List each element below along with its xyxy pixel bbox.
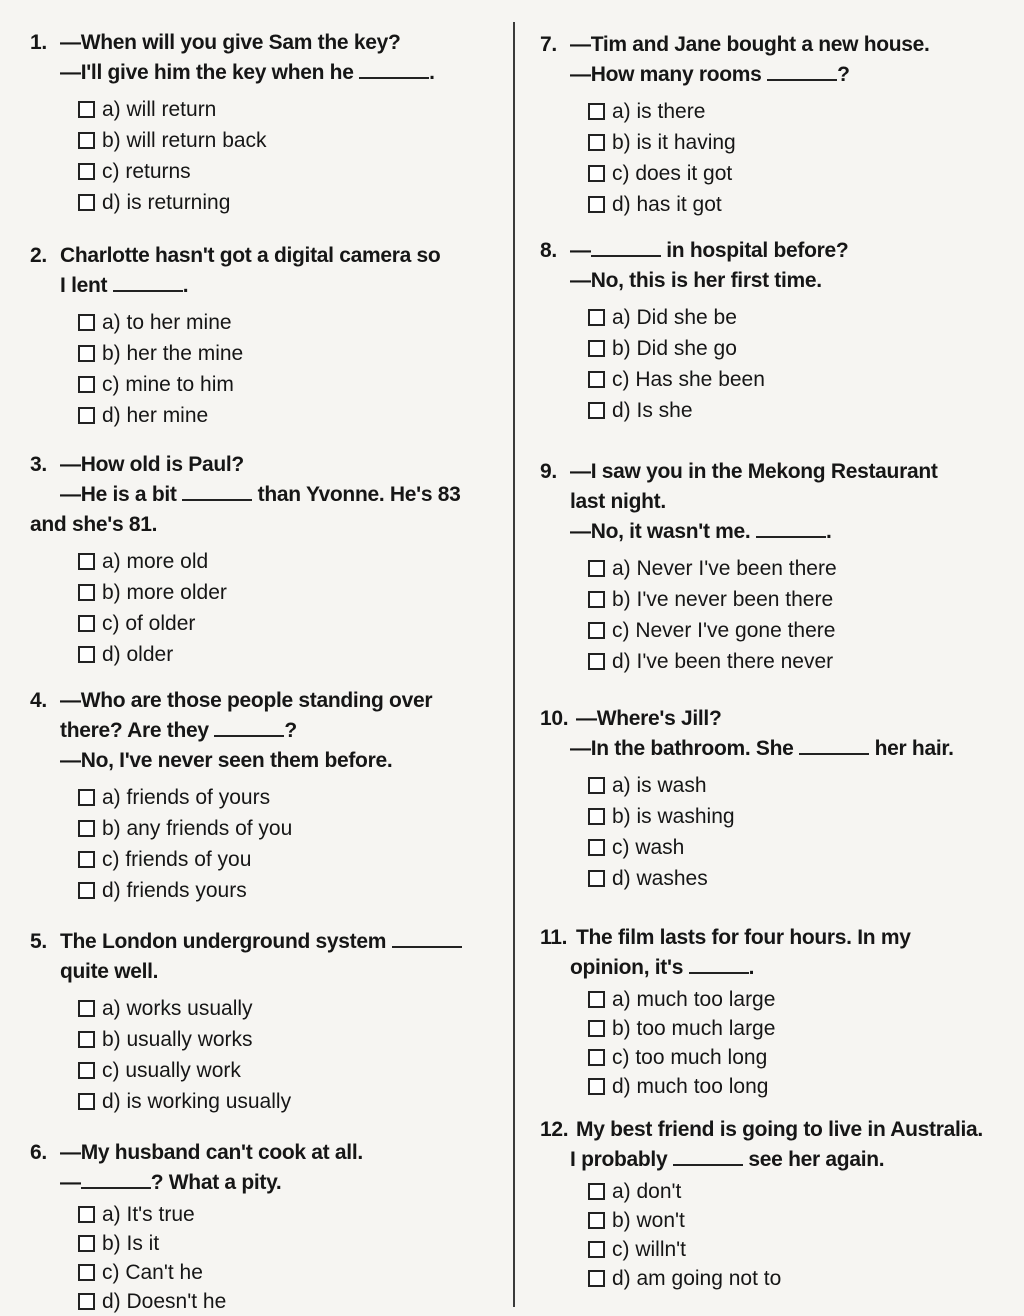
question-text: —He is a bit	[60, 483, 183, 506]
checkbox[interactable]	[78, 851, 95, 868]
option-label: c) willn't	[612, 1238, 687, 1261]
question-text: ? What a pity.	[150, 1171, 282, 1194]
checkbox[interactable]	[78, 584, 95, 601]
option-label: b) Did she go	[612, 337, 737, 360]
question-text: The film lasts for four hours. In my	[576, 926, 911, 949]
option-label: c) returns	[102, 160, 191, 183]
question-text: in hospital before?	[660, 239, 849, 262]
question-text: than Yvonne. He's 83	[252, 483, 461, 506]
option-label: b) too much large	[612, 1017, 776, 1040]
option-label: a) It's true	[102, 1203, 195, 1226]
option-label: c) Never I've gone there	[612, 619, 836, 642]
option-b[interactable]	[588, 127, 1015, 158]
option-d[interactable]	[78, 1287, 510, 1316]
question-6	[30, 1138, 510, 1316]
option-d[interactable]	[78, 400, 510, 431]
question-number: 2.	[30, 244, 47, 267]
options-list	[540, 985, 1015, 1101]
question-number: 12.	[540, 1118, 569, 1141]
option-d[interactable]	[588, 863, 1015, 894]
question-text: —Where's Jill?	[576, 707, 722, 730]
option-d[interactable]	[588, 1072, 1015, 1101]
options-list	[30, 307, 510, 431]
option-c[interactable]	[588, 1235, 1015, 1264]
checkbox[interactable]	[588, 1270, 605, 1287]
question-number: 6.	[30, 1141, 47, 1164]
option-d[interactable]	[588, 395, 1015, 426]
option-label: d) her mine	[102, 404, 209, 427]
option-label: a) friends of yours	[102, 786, 271, 809]
option-label: a) is wash	[612, 774, 707, 797]
question-text: her hair.	[869, 737, 954, 760]
option-label: c) wash	[612, 836, 685, 859]
option-b[interactable]	[588, 801, 1015, 832]
options-list	[540, 302, 1015, 426]
option-c[interactable]	[78, 369, 510, 400]
option-label: a) to her mine	[102, 311, 232, 334]
option-b[interactable]	[78, 338, 510, 369]
question-text: ?	[837, 63, 850, 86]
option-label: a) Never I've been there	[612, 557, 837, 580]
option-a[interactable]	[78, 782, 510, 813]
option-a[interactable]	[588, 1177, 1015, 1206]
question-number: 7.	[540, 33, 557, 56]
checkbox[interactable]	[78, 646, 95, 663]
option-c[interactable]	[588, 158, 1015, 189]
option-label: d) Is she	[612, 399, 693, 422]
option-b[interactable]	[588, 1014, 1015, 1043]
checkbox[interactable]	[78, 101, 95, 118]
question-3	[30, 450, 510, 670]
options-list	[30, 993, 510, 1117]
answer-blank[interactable]	[767, 61, 837, 81]
option-label: c) mine to him	[102, 373, 234, 396]
option-label: b) won't	[612, 1209, 685, 1232]
options-list	[540, 553, 1015, 677]
options-list	[30, 782, 510, 906]
answer-blank[interactable]	[182, 481, 252, 501]
question-text: —No, I've never seen them before.	[60, 749, 393, 772]
option-a[interactable]	[78, 94, 510, 125]
question-1	[30, 28, 510, 218]
question-text: —No, this is her first time.	[570, 269, 822, 292]
question-number: 1.	[30, 31, 47, 54]
question-text: —I'll give him the key when he	[60, 61, 360, 84]
checkbox[interactable]	[78, 789, 95, 806]
checkbox[interactable]	[78, 553, 95, 570]
option-label: b) I've never been there	[612, 588, 834, 611]
answer-blank[interactable]	[673, 1146, 743, 1166]
option-b[interactable]	[78, 813, 510, 844]
option-label: d) much too long	[612, 1075, 769, 1098]
answer-blank[interactable]	[591, 237, 661, 257]
option-label: c) friends of you	[102, 848, 252, 871]
question-12	[540, 1115, 1015, 1293]
question-number: 9.	[540, 460, 557, 483]
question-number: 10.	[540, 707, 569, 730]
question-text: .	[182, 274, 189, 297]
checkbox[interactable]	[588, 1212, 605, 1229]
option-label: d) I've been there never	[612, 650, 834, 673]
option-c[interactable]	[78, 1258, 510, 1287]
question-text: opinion, it's	[570, 956, 689, 979]
option-label: a) Did she be	[612, 306, 737, 329]
question-11	[540, 923, 1015, 1101]
checkbox[interactable]	[588, 165, 605, 182]
option-c[interactable]	[588, 615, 1015, 646]
option-label: b) will return back	[102, 129, 267, 152]
question-text: I probably	[570, 1148, 673, 1171]
checkbox[interactable]	[78, 1206, 95, 1223]
question-text: I lent	[60, 274, 113, 297]
option-b[interactable]	[78, 1229, 510, 1258]
question-text: Charlotte hasn't got a digital camera so	[60, 244, 441, 267]
checkbox[interactable]	[78, 1293, 95, 1310]
option-c[interactable]	[78, 608, 510, 639]
option-label: d) older	[102, 643, 174, 666]
checkbox[interactable]	[588, 622, 605, 639]
option-d[interactable]	[588, 1264, 1015, 1293]
option-label: a) more old	[102, 550, 209, 573]
answer-blank[interactable]	[113, 272, 183, 292]
option-label: a) works usually	[102, 997, 253, 1020]
question-number: 8.	[540, 239, 557, 262]
option-d[interactable]	[588, 646, 1015, 677]
option-label: d) is working usually	[102, 1090, 292, 1113]
option-label: d) washes	[612, 867, 708, 890]
option-label: d) has it got	[612, 193, 722, 216]
answer-blank[interactable]	[392, 928, 462, 948]
option-b[interactable]	[78, 577, 510, 608]
option-a[interactable]	[588, 770, 1015, 801]
answer-blank[interactable]	[756, 518, 826, 538]
option-a[interactable]	[78, 1200, 510, 1229]
option-label: b) her the mine	[102, 342, 244, 365]
checkbox[interactable]	[588, 196, 605, 213]
question-text: —I saw you in the Mekong Restaurant	[570, 460, 938, 483]
option-b[interactable]	[588, 333, 1015, 364]
checkbox[interactable]	[78, 194, 95, 211]
question-8	[540, 236, 1015, 426]
option-label: b) more older	[102, 581, 227, 604]
option-label: b) usually works	[102, 1028, 253, 1051]
checkbox[interactable]	[78, 882, 95, 899]
option-a[interactable]	[78, 307, 510, 338]
question-number: 3.	[30, 453, 47, 476]
option-label: d) Doesn't he	[102, 1290, 227, 1313]
checkbox[interactable]	[588, 1183, 605, 1200]
option-label: c) Can't he	[102, 1261, 203, 1284]
checkbox[interactable]	[588, 103, 605, 120]
question-text: .	[429, 61, 435, 84]
option-d[interactable]	[588, 189, 1015, 220]
question-text: —My husband can't cook at all.	[60, 1141, 363, 1164]
question-text: and she's 81.	[30, 513, 158, 536]
option-label: c) too much long	[612, 1046, 768, 1069]
options-list	[540, 770, 1015, 894]
question-text: .	[748, 956, 755, 979]
question-10	[540, 704, 1015, 894]
checkbox[interactable]	[588, 808, 605, 825]
option-label: a) is there	[612, 100, 706, 123]
option-label: d) friends yours	[102, 879, 247, 902]
question-text: last night.	[570, 490, 666, 513]
option-d[interactable]	[78, 1086, 510, 1117]
options-list	[540, 96, 1015, 220]
question-text: —How old is Paul?	[60, 453, 244, 476]
question-text: —When will you give Sam the key?	[60, 31, 401, 54]
question-number: 4.	[30, 689, 47, 712]
answer-blank[interactable]	[689, 954, 749, 974]
option-label: d) is returning	[102, 191, 231, 214]
checkbox[interactable]	[588, 1049, 605, 1066]
question-9	[540, 457, 1015, 677]
checkbox[interactable]	[588, 591, 605, 608]
question-text: My best friend is going to live in Australia.	[576, 1118, 983, 1141]
options-list	[30, 94, 510, 218]
option-c[interactable]	[588, 1043, 1015, 1072]
option-label: b) is it having	[612, 131, 736, 154]
option-c[interactable]	[588, 364, 1015, 395]
checkbox[interactable]	[78, 345, 95, 362]
checkbox[interactable]	[588, 560, 605, 577]
option-a[interactable]	[588, 553, 1015, 584]
checkbox[interactable]	[78, 407, 95, 424]
checkbox[interactable]	[588, 777, 605, 794]
question-text: —	[60, 1171, 81, 1194]
question-7	[540, 30, 1015, 220]
checkbox[interactable]	[588, 653, 605, 670]
option-d[interactable]	[78, 187, 510, 218]
checkbox[interactable]	[588, 309, 605, 326]
option-label: b) is washing	[612, 805, 735, 828]
options-list	[30, 1200, 510, 1316]
checkbox[interactable]	[588, 402, 605, 419]
option-a[interactable]	[588, 96, 1015, 127]
question-text: see her again.	[742, 1148, 885, 1171]
option-a[interactable]	[588, 985, 1015, 1014]
question-text: there? Are they	[60, 719, 215, 742]
question-text: —Tim and Jane bought a new house.	[570, 33, 930, 56]
question-text: —In the bathroom. She	[570, 737, 800, 760]
option-a[interactable]	[588, 302, 1015, 333]
option-c[interactable]	[78, 1055, 510, 1086]
checkbox[interactable]	[588, 340, 605, 357]
question-5	[30, 927, 510, 1117]
option-label: c) of older	[102, 612, 196, 635]
checkbox[interactable]	[588, 1241, 605, 1258]
option-b[interactable]	[78, 1024, 510, 1055]
question-text: —No, it wasn't me.	[570, 520, 756, 543]
question-4	[30, 686, 510, 906]
option-b[interactable]	[78, 125, 510, 156]
checkbox[interactable]	[78, 1062, 95, 1079]
option-label: a) don't	[612, 1180, 682, 1203]
option-label: c) Has she been	[612, 368, 765, 391]
option-a[interactable]	[78, 546, 510, 577]
option-c[interactable]	[78, 156, 510, 187]
answer-blank[interactable]	[214, 717, 284, 737]
option-c[interactable]	[588, 832, 1015, 863]
question-text: —	[570, 239, 591, 262]
column-divider	[513, 22, 515, 1307]
checkbox[interactable]	[78, 376, 95, 393]
option-a[interactable]	[78, 993, 510, 1024]
option-d[interactable]	[78, 875, 510, 906]
checkbox[interactable]	[588, 134, 605, 151]
option-label: a) will return	[102, 98, 217, 121]
answer-blank[interactable]	[81, 1169, 151, 1189]
options-list	[30, 546, 510, 670]
option-label: b) Is it	[102, 1232, 160, 1255]
checkbox[interactable]	[78, 1031, 95, 1048]
checkbox[interactable]	[78, 163, 95, 180]
question-text: —Who are those people standing over	[60, 689, 433, 712]
checkbox[interactable]	[588, 839, 605, 856]
checkbox[interactable]	[78, 1093, 95, 1110]
checkbox[interactable]	[588, 1020, 605, 1037]
question-number: 5.	[30, 930, 47, 953]
checkbox[interactable]	[78, 1264, 95, 1281]
question-text: ?	[284, 719, 297, 742]
question-text: —How many rooms	[570, 63, 768, 86]
question-text: quite well.	[60, 960, 159, 983]
option-b[interactable]	[588, 1206, 1015, 1235]
checkbox[interactable]	[78, 820, 95, 837]
checkbox[interactable]	[78, 314, 95, 331]
checkbox[interactable]	[588, 1078, 605, 1095]
checkbox[interactable]	[78, 1000, 95, 1017]
checkbox[interactable]	[78, 132, 95, 149]
question-number: 11.	[540, 926, 568, 949]
option-label: b) any friends of you	[102, 817, 293, 840]
option-d[interactable]	[78, 639, 510, 670]
question-text: The London underground system	[60, 930, 392, 953]
checkbox[interactable]	[78, 615, 95, 632]
answer-blank[interactable]	[359, 59, 429, 79]
question-text: .	[826, 520, 832, 543]
option-c[interactable]	[78, 844, 510, 875]
question-2	[30, 241, 510, 431]
checkbox[interactable]	[588, 371, 605, 388]
checkbox[interactable]	[588, 870, 605, 887]
option-label: a) much too large	[612, 988, 776, 1011]
checkbox[interactable]	[78, 1235, 95, 1252]
option-label: d) am going not to	[612, 1267, 782, 1290]
answer-blank[interactable]	[799, 735, 869, 755]
checkbox[interactable]	[588, 991, 605, 1008]
option-label: c) does it got	[612, 162, 733, 185]
option-label: c) usually work	[102, 1059, 241, 1082]
options-list	[540, 1177, 1015, 1293]
option-b[interactable]	[588, 584, 1015, 615]
